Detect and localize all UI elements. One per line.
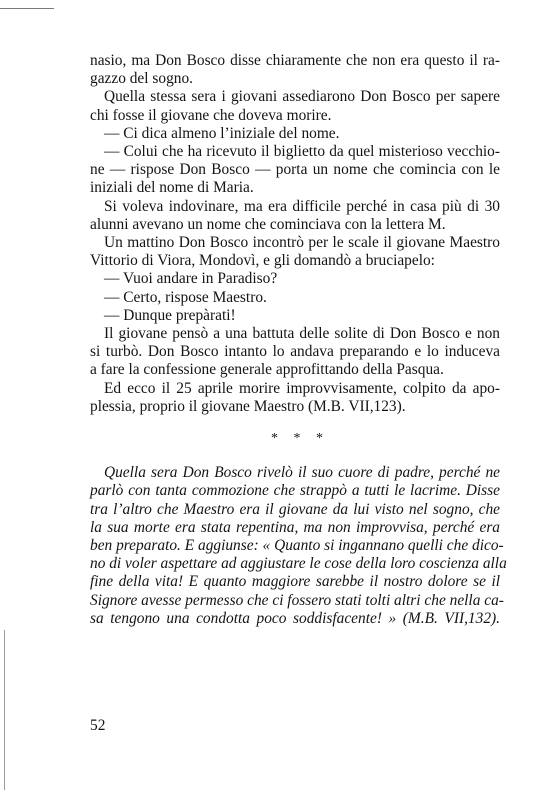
text-line: parlò con tanta commozione che strappò a tutti le lacrime. Disse — [90, 482, 500, 500]
page-text-block — [90, 52, 507, 628]
text-line: iniziali del nome di Maria. — [90, 179, 254, 197]
text-line: la sua morte era stata repentina, ma non improvvisa, perché era — [90, 518, 500, 536]
text-line: — Dunque prepàrati! — [104, 306, 236, 324]
section-separator: * * * — [271, 431, 329, 447]
text-line: plessia, proprio il giovane Maestro (M.B. VII,123). — [90, 397, 406, 415]
text-line: Il giovane pensò a una battuta delle solite di Don Bosco e non — [104, 325, 500, 343]
italic-commentary — [90, 464, 507, 628]
text-line: no di voler aspettare ad aggiustare le cose della loro coscienza alla — [90, 555, 507, 573]
text-line: — Certo, rispose Maestro. — [104, 288, 267, 306]
text-line: — Colui che ha ricevuto il biglietto da quel misterioso vecchio- — [104, 143, 500, 161]
top-corner-rule — [0, 8, 54, 9]
left-margin-rule — [4, 630, 5, 790]
text-line: Signore avesse permesso che ci fossero stati tolti altri che nella ca- — [90, 591, 504, 609]
text-line: — Ci dica almeno l’iniziale del nome. — [104, 124, 340, 142]
text-line: Vittorio di Viora, Mondovì, e gli domandò a bruciapelo: — [90, 252, 435, 270]
text-line: sa tengono una condotta poco soddisfacente! » (M.B. VII,132). — [90, 609, 500, 627]
text-line: Quella sera Don Bosco rivelò il suo cuore di padre, perché ne — [104, 464, 500, 482]
text-line: Ed ecco il 25 aprile morire improvvisamente, colpito da apo- — [104, 379, 500, 397]
text-line: — Vuoi andare in Paradiso? — [104, 270, 278, 288]
text-line: chi fosse il giovane che doveva morire. — [90, 106, 332, 124]
page-number: 52 — [90, 717, 106, 734]
text-line: a fare la confessione generale approfittando della Pasqua. — [90, 361, 444, 379]
text-line: nasio, ma Don Bosco disse chiaramente che non era questo il ra- — [90, 52, 500, 69]
text-line: Un mattino Don Bosco incontrò per le scale il giovane Maestro — [104, 234, 500, 252]
text-line: Si voleva indovinare, ma era difficile perché in casa più di 30 — [104, 197, 500, 215]
text-line: alunni avevano un nome che cominciava con la lettera M. — [90, 215, 446, 233]
text-line: tra l’altro che Maestro era il giovane da lui visto nel sogno, che — [90, 500, 500, 518]
text-line: fine della vita! E quanto maggiore sarebbe il nostro dolore se il — [90, 573, 500, 591]
text-line: Quella stessa sera i giovani assediarono Don Bosco per sapere — [104, 88, 500, 106]
text-line: si turbò. Don Bosco intanto lo andava preparando e lo induceva — [90, 343, 500, 361]
body-paragraphs — [90, 52, 500, 416]
text-line: gazzo del sogno. — [90, 70, 193, 88]
text-line: ben preparato. E aggiunse: « Quanto si ingannano quelli che dico- — [90, 537, 504, 555]
text-line: ne — rispose Don Bosco — porta un nome che comincia con le — [90, 161, 500, 179]
